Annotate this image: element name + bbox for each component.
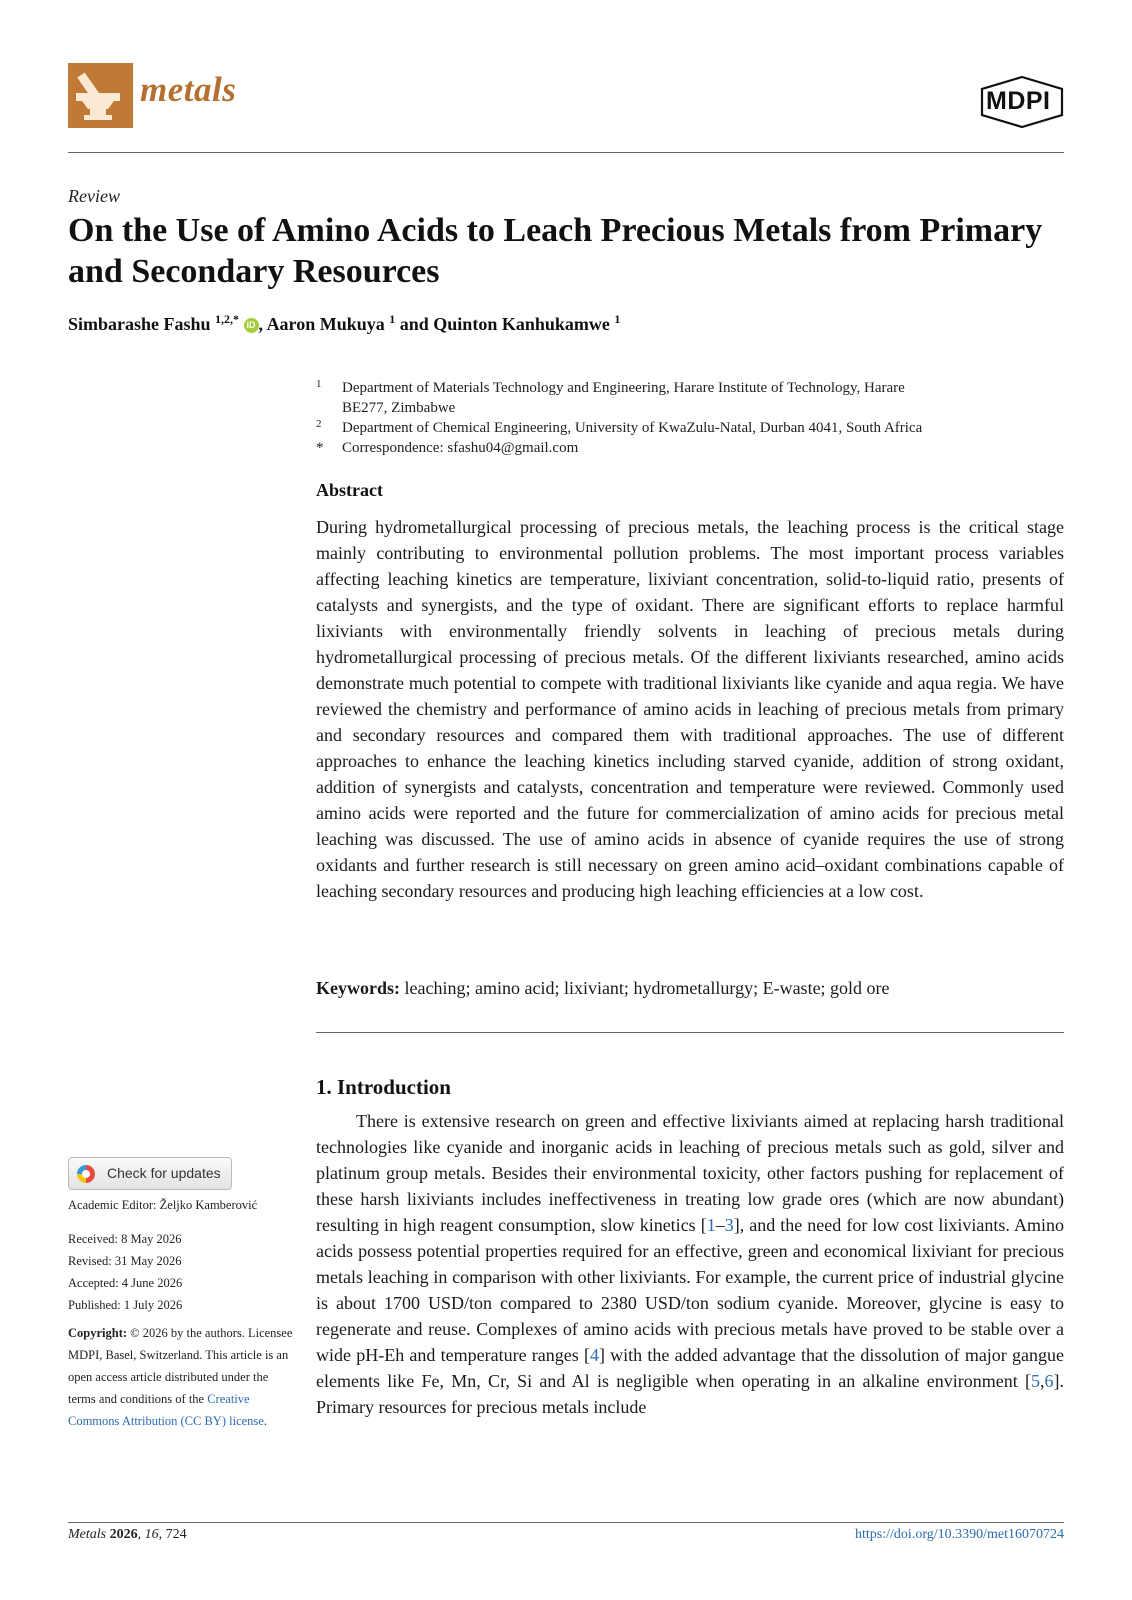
citation-link[interactable]: 6 (1044, 1371, 1054, 1391)
publication-dates (68, 1228, 298, 1316)
section-divider (316, 1032, 1064, 1033)
check-for-updates-button[interactable] (68, 1157, 232, 1190)
citation-link[interactable]: 1 (706, 1215, 716, 1235)
received-date: Received: 8 May 2026 (68, 1232, 182, 1246)
paragraph-text: There is extensive research on green and effective lixiviants aimed at replacing harsh traditional technologies like cyanide and inorganic acids in leaching of precious metals such as gold, silver and platinum group metals. Besides their environmental toxicity, other factors pushing for replacement of these harsh lixiviants includes ineffectiveness in treating low grade ores (which are now abundant) resulting in high reagent consumption, slow kinetics [ (316, 1111, 1064, 1235)
paragraph-text: ]. Primary resources for precious metals include (316, 1371, 1064, 1417)
author-affiliation-mark: 1 (389, 312, 396, 326)
footer-year: 2026 (109, 1527, 138, 1542)
journal-name[interactable]: metals (140, 70, 237, 109)
author-name[interactable]: Quinton Kanhukamwe (433, 314, 610, 334)
citation-dash: – (715, 1215, 725, 1235)
journal-logo (68, 63, 133, 128)
affiliations (316, 378, 1076, 458)
affiliation-item (316, 438, 1076, 458)
paragraph-text: ], and the need for low cost lixiviants. Amino acids possess potential properties required for an effective, green and economical lixiviant for precious metals leaching in comparison with other lixiviants. For example, the current price of industrial glycine is about 1700 USD/ton compared to 2380 USD/ton sodium cyanide. Moreover, glycine is easy to regenerate and reuse. Complexes of amino acids with precious metals have proved to be stable over a wide pH-Eh and temperature ranges [ (316, 1215, 1064, 1365)
keywords (316, 978, 1064, 999)
doi-link[interactable]: https://doi.org/10.3390/met16070724 (855, 1527, 1064, 1542)
affiliation-item (316, 378, 1076, 418)
footer-journal: Metals (68, 1527, 107, 1542)
keywords-label: Keywords: (316, 978, 400, 998)
affiliation-mark: 1 (316, 378, 322, 390)
citation-link[interactable]: 4 (589, 1345, 599, 1365)
intro-paragraph (316, 1108, 1064, 1420)
author-separator: , (258, 314, 267, 334)
author-list (68, 312, 620, 335)
affiliation-mark: * (316, 440, 324, 456)
citation-link[interactable]: 5 (1031, 1371, 1040, 1391)
paragraph-text: ] with the added advantage that the dissolution of major gangue elements like Fe, Mn, Cr, Si and Al is negligible when operating in an alkaline environment [ (316, 1345, 1064, 1391)
affiliation-mark: 2 (316, 418, 322, 430)
citation-comma: , (1040, 1371, 1045, 1391)
copyright-end: . (263, 1414, 267, 1428)
footer-article-number: 724 (165, 1527, 187, 1542)
revised-date: Revised: 31 May 2026 (68, 1254, 182, 1268)
article-title: On the Use of Amino Acids to Leach Precious Metals from Primary and Secondary Resources (68, 212, 1043, 290)
affiliation-text: Department of Materials Technology and Engineering, Harare Institute of Technology, Harare BE277, Zimbabwe (342, 380, 905, 416)
citation-link[interactable]: 3 (724, 1215, 734, 1235)
anvil-hammer-icon (68, 63, 133, 128)
citation-footer: Metals 2026, 16, 724 (68, 1527, 187, 1542)
author-affiliation-mark: 1 (614, 312, 621, 326)
abstract-text: During hydrometallurgical processing of precious metals, the leaching process is the critical stage mainly contributing to environmental pollution problems. The most important process variables affecting leaching kinetics are temperature, lixiviant concentration, solid-to-liquid ratio, presents of catalysts and synergists, and the type of oxidant. There are significant efforts to replace harmful lixiviants with environmentally friendly solvents in leaching of precious metals during hydrometallurgical processing of precious metals. Of the different lixiviants researched, amino acids demonstrate much potential to compete with traditional lixiviants like cyanide and aqua regia. We have reviewed the chemistry and performance of amino acids in leaching of precious metals from primary and secondary resources and compared them with traditional approaches. The use of different approaches to enhance the leaching kinetics including starved cyanide, addition of strong oxidant, addition of synergists and catalysts, concentration and temperature were reviewed. Commonly used amino acids were reported and the future for commercialization of amino acids for precious metal leaching was discussed. The use of amino acids in absence of cyanide requires the use of strong oxidants and further research is still necessary on green amino acid–oxidant combinations capable of leaching secondary resources and producing high leaching efficiencies at a low cost. (316, 517, 1064, 901)
author-separator: and (395, 314, 434, 334)
affiliation-item (316, 418, 1076, 438)
correspondence-text[interactable]: Correspondence: sfashu04@gmail.com (342, 440, 579, 456)
article-type: Review (68, 186, 120, 206)
copyright-notice (68, 1322, 298, 1432)
footer-volume: 16 (144, 1527, 159, 1542)
affiliation-text: Department of Chemical Engineering, University of KwaZulu-Natal, Durban 4041, South Africa (342, 420, 923, 436)
abstract-heading: Abstract (316, 480, 383, 500)
author-name[interactable]: Simbarashe Fashu (68, 314, 211, 334)
header-divider (68, 152, 1064, 153)
publisher-name: MDPI (986, 87, 1051, 115)
author-affiliation-mark: 1,2,* (215, 312, 240, 326)
academic-editor: Academic Editor: Željko Kamberović (68, 1198, 258, 1212)
section-heading: 1. Introduction (316, 1075, 451, 1099)
check-for-updates-label: Check for updates (107, 1165, 221, 1181)
keywords-text: leaching; amino acid; lixiviant; hydrometallurgy; E-waste; gold ore (400, 978, 890, 998)
crossmark-icon (77, 1165, 95, 1183)
published-date: Published: 1 July 2026 (68, 1298, 183, 1312)
footer-divider (68, 1522, 1064, 1523)
accepted-date: Accepted: 4 June 2026 (68, 1276, 183, 1290)
author-name[interactable]: Aaron Mukuya (266, 314, 385, 334)
license-link[interactable]: Creative Commons Attribution (CC BY) license (68, 1392, 264, 1428)
copyright-text: © 2026 by the authors. Licensee MDPI, Basel, Switzerland. This article is an open access article distributed under the terms and conditions of the (68, 1326, 293, 1406)
orcid-icon[interactable]: iD (244, 318, 259, 333)
publisher-logo[interactable] (980, 75, 1070, 130)
copyright-label: Copyright: (68, 1326, 128, 1340)
